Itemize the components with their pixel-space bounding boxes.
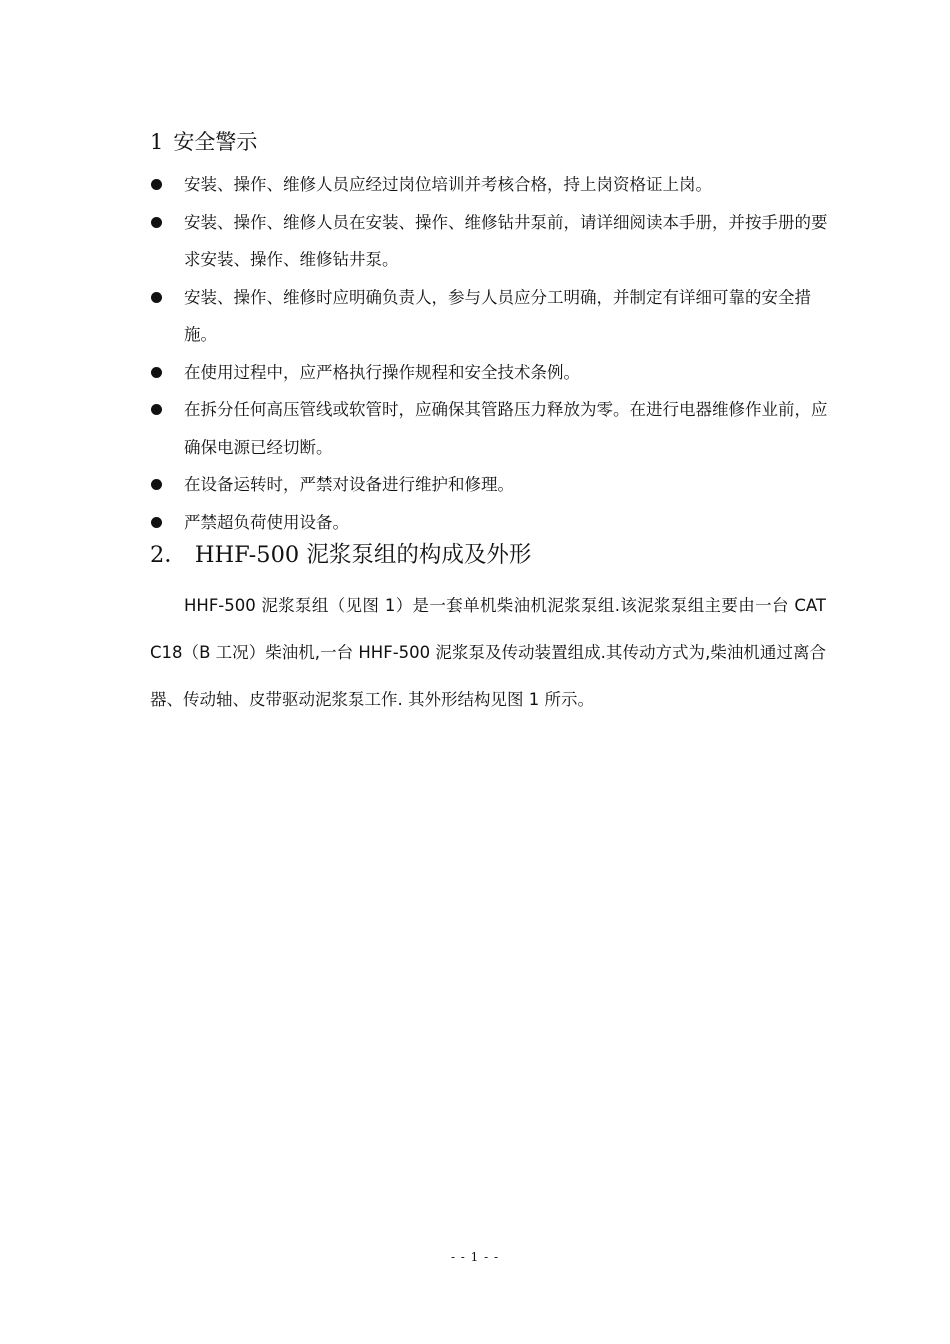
section-2-title: HHF-500 泥浆泵组的构成及外形 — [194, 542, 532, 568]
list-item — [150, 391, 830, 466]
bullet-icon — [151, 179, 162, 190]
list-item-text: 在使用过程中，应严格执行操作规程和安全技术条例。 — [184, 362, 580, 382]
section-1-number: 1 — [150, 130, 164, 154]
list-item — [150, 504, 830, 542]
page-number: - - 1 - - — [450, 1250, 500, 1264]
section-2-paragraph: HHF-500 泥浆泵组（见图 1）是一套单机柴油机泥浆泵组.该泥浆泵组主要由一台 CAT C18（B 工况）柴油机,一台 HHF-500 泥浆泵及传动装置组成.其传动方式为,柴油机通过离合器、传动轴、皮带驱动泥浆泵工作. 其外形结构见图 1 所示。 — [150, 596, 843, 709]
list-item — [150, 204, 830, 279]
section-1-title: 安全警示 — [173, 130, 258, 154]
list-item — [150, 466, 830, 504]
list-item — [150, 166, 830, 204]
section-2-heading — [150, 539, 531, 571]
section-2-number: 2． — [150, 542, 187, 568]
bullet-icon — [151, 367, 162, 378]
list-item-text: 在拆分任何高压管线或软管时，应确保其管路压力释放为零。在进行电器维修作业前，应确保电源已经切断。 — [184, 400, 828, 457]
section-1-heading — [150, 127, 257, 157]
list-item-text: 安装、操作、维修时应明确负责人，参与人员应分工明确，并制定有详细可靠的安全措施。 — [184, 287, 811, 344]
bullet-icon — [151, 404, 162, 415]
bullet-icon — [151, 517, 162, 528]
list-item-text: 严禁超负荷使用设备。 — [184, 512, 349, 532]
list-item — [150, 354, 830, 392]
list-item-text: 安装、操作、维修人员应经过岗位培训并考核合格，持上岗资格证上岗。 — [184, 175, 712, 194]
bullet-icon — [151, 217, 162, 228]
list-item-text: 在设备运转时，严禁对设备进行维护和修理。 — [184, 475, 514, 494]
bullet-icon — [151, 292, 162, 303]
list-item-text: 安装、操作、维修人员在安装、操作、维修钻井泵前，请详细阅读本手册，并按手册的要求安装、操作、维修钻井泵。 — [184, 212, 828, 269]
bullet-icon — [151, 479, 162, 490]
safety-warning-list — [150, 166, 830, 541]
list-item — [150, 279, 830, 354]
